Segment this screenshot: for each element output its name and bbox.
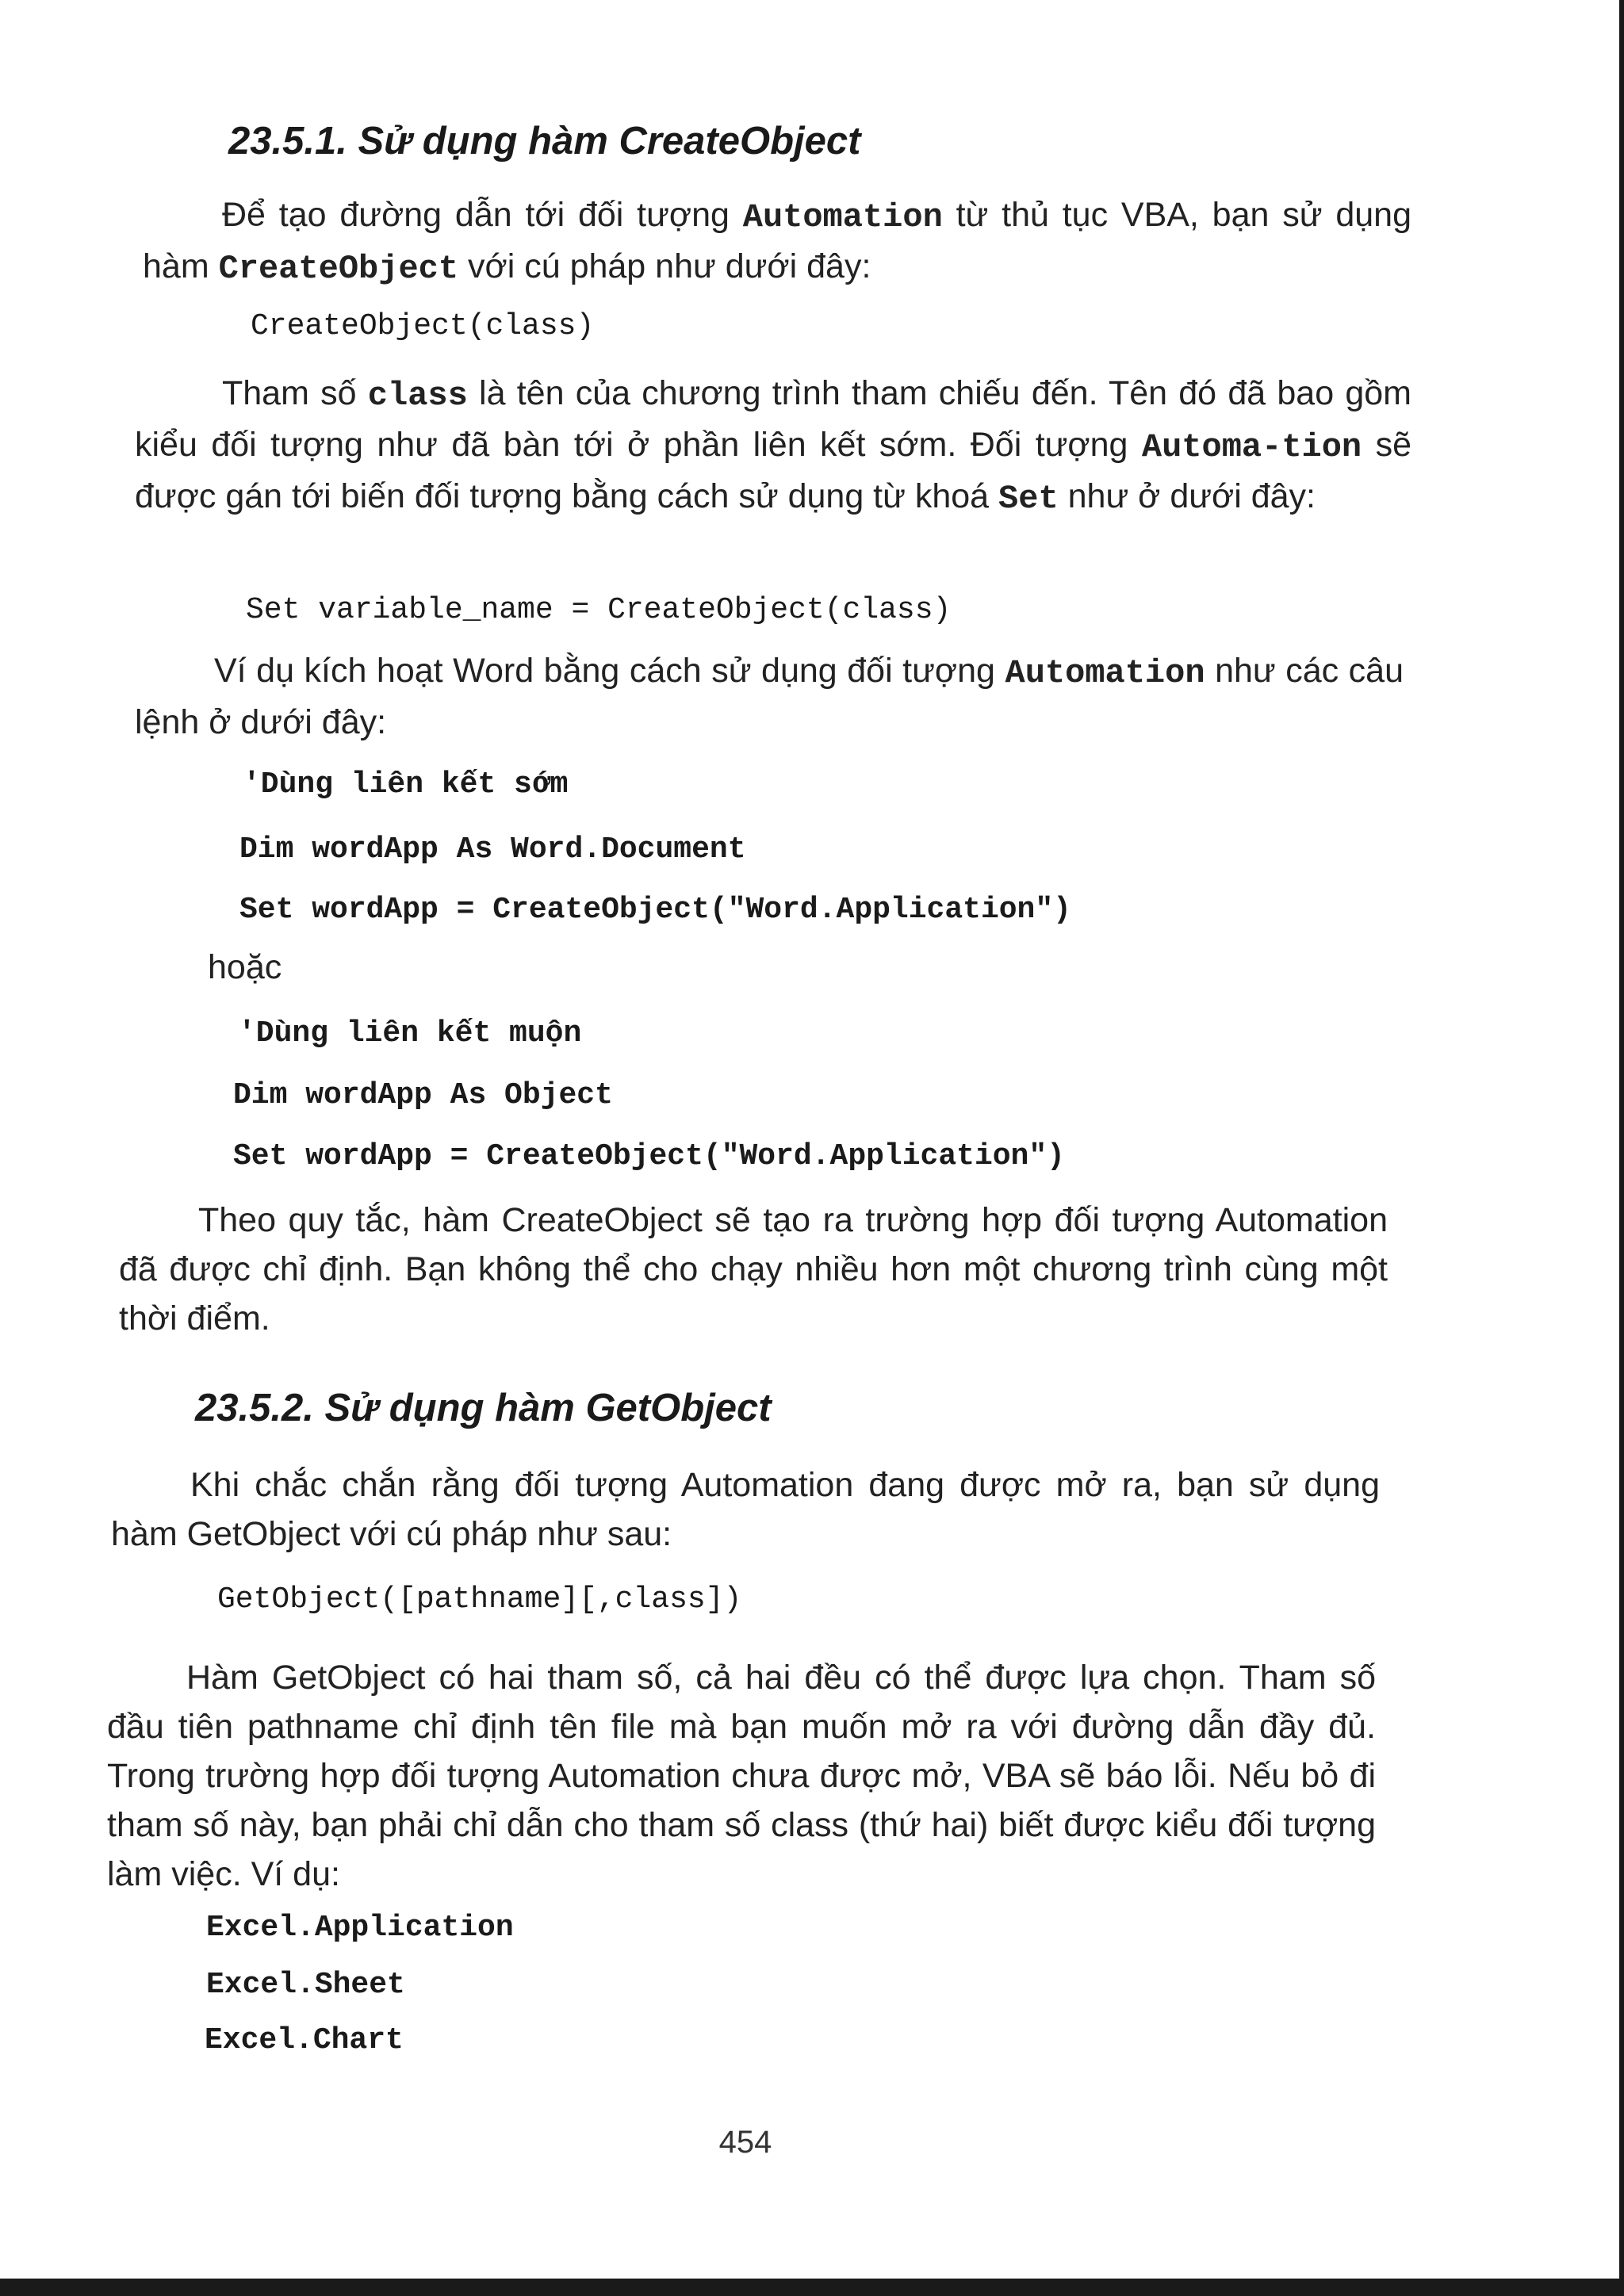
paragraph-createobject-intro <box>143 190 1411 293</box>
code-line-early-dim: Dim wordApp As Word.Document <box>239 832 746 867</box>
text-run: Để tạo đường dẫn tới đối tượng <box>222 196 743 234</box>
scan-border-right <box>1619 0 1624 2296</box>
paragraph-class-parameter <box>135 369 1411 523</box>
text-run: là tên của chương trình tham chiếu đến. Tên đó đã bao gồm kiểu đối tượng như đã bàn tới ở phần liên kết sớm. Đối tượng <box>135 374 1411 464</box>
code-line-early-set: Set wordApp = CreateObject("Word.Application") <box>239 893 1071 927</box>
code-line-late-dim: Dim wordApp As Object <box>233 1078 613 1112</box>
inline-code-createobject: CreateObject <box>218 250 459 288</box>
inline-code-set: Set <box>998 480 1059 518</box>
page-number: 454 <box>718 2125 772 2160</box>
code-example-excel-chart: Excel.Chart <box>205 2023 404 2057</box>
paragraph-getobject-intro: Khi chắc chắn rằng đối tượng Automation đang được mở ra, bạn sử dụng hàm GetObject với cú pháp như sau: <box>111 1466 1380 1553</box>
text-run: Tham số <box>222 374 368 412</box>
paragraph-getobject-parameters: Hàm GetObject có hai tham số, cả hai đều có thể được lựa chọn. Tham số đầu tiên pathname chỉ định tên file mà bạn muốn mở ra với đường dẫn đầy đủ. Trong trường hợp đối tượng Automation chưa được mở, VBA sẽ báo lỗi. Nếu bỏ đi tham số này, bạn phải chỉ dẫn cho tham số class (thứ hai) biết được kiểu đối tượng làm việc. Ví dụ: <box>107 1659 1376 1893</box>
text-run: từ thủ tục VBA, bạn sử dụng hàm <box>143 196 1411 285</box>
syntax-createobject: CreateObject(class) <box>251 309 595 343</box>
inline-code-class: class <box>367 377 468 415</box>
connector-word-or: hoặc <box>208 948 282 986</box>
text-run: sẽ được gán tới biến đối tượng bằng cách sử dụng từ khoá <box>135 426 1411 515</box>
code-line-late-set: Set wordApp = CreateObject("Word.Application") <box>233 1139 1065 1173</box>
section-heading-getobject: 23.5.2. Sử dụng hàm GetObject <box>195 1387 772 1429</box>
scan-border-bottom <box>0 2279 1624 2296</box>
code-example-excel-sheet: Excel.Sheet <box>206 1968 405 2002</box>
code-line-early-comment: 'Dùng liên kết sớm <box>243 767 569 802</box>
syntax-getobject: GetObject([pathname][,class]) <box>217 1582 742 1617</box>
text-run: với cú pháp như dưới đây: <box>458 247 871 285</box>
inline-code-automation: Automa-tion <box>1141 428 1362 466</box>
section-heading-createobject: 23.5.1. Sử dụng hàm CreateObject <box>228 120 861 163</box>
inline-code-automation: Automation <box>742 198 943 236</box>
code-line-late-comment: 'Dùng liên kết muộn <box>238 1016 582 1050</box>
text-run: như các câu lệnh ở dưới đây: <box>135 652 1404 741</box>
paragraph-word-example <box>135 646 1404 747</box>
code-example-excel-application: Excel.Application <box>206 1911 514 1945</box>
syntax-set-createobject: Set variable_name = CreateObject(class) <box>246 593 952 627</box>
text-run: như ở dưới đây: <box>1058 477 1316 515</box>
text-run: Ví dụ kích hoạt Word bằng cách sử dụng đối tượng <box>214 652 1005 690</box>
paragraph-createobject-rule: Theo quy tắc, hàm CreateObject sẽ tạo ra trường hợp đối tượng Automation đã được chỉ định. Bạn không thể cho chạy nhiều hơn một chương trình cùng một thời điểm. <box>119 1201 1388 1337</box>
inline-code-automation: Automation <box>1005 654 1205 692</box>
